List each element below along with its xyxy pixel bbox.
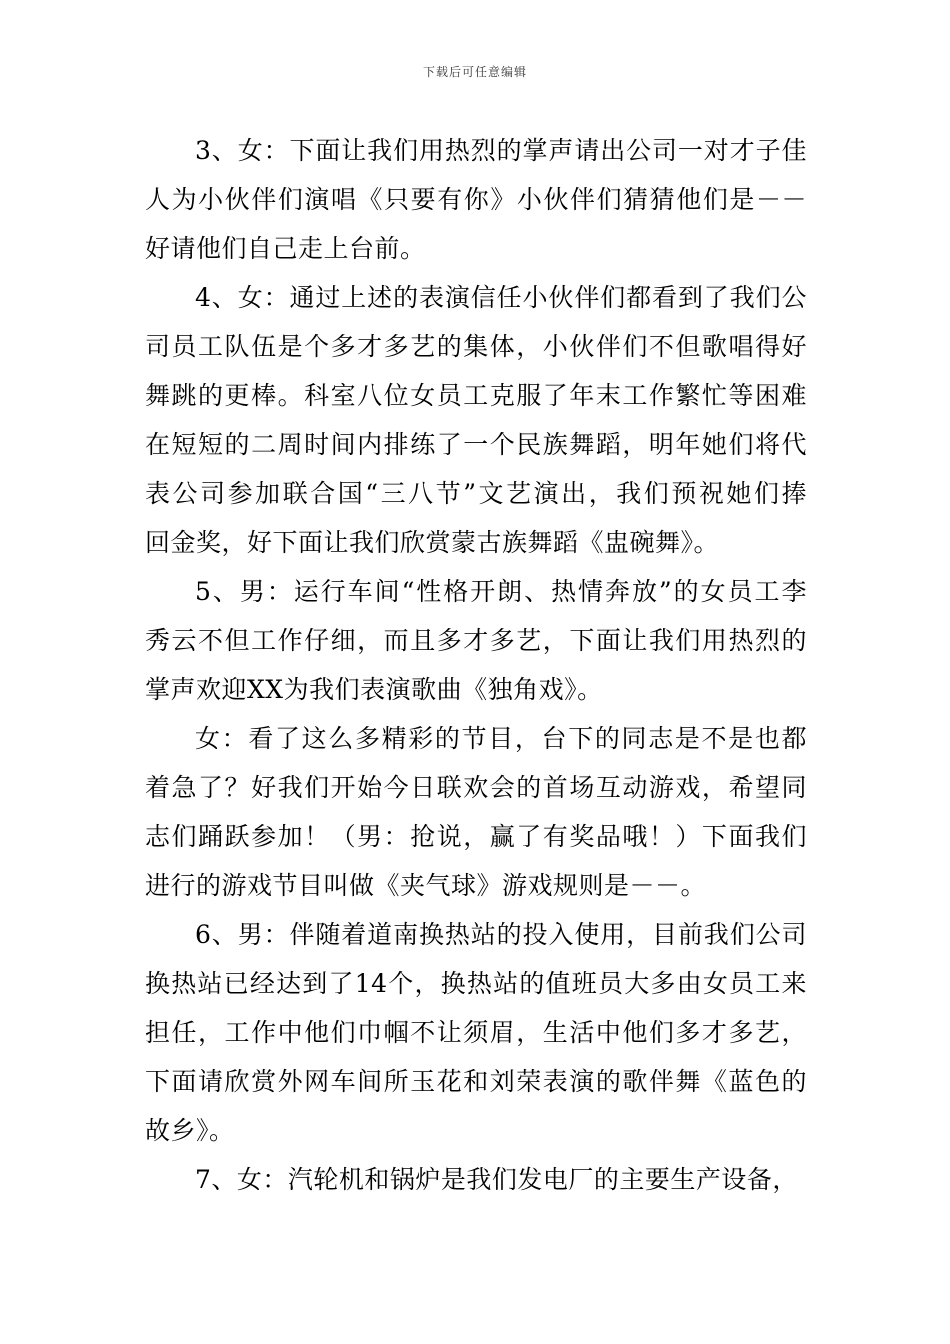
text-line: 着急了？好我们开始今日联欢会的首场互动游戏，希望同 <box>145 773 807 802</box>
text-line: 在短短的二周时间内排练了一个民族舞蹈，明年她们将代 <box>145 430 807 459</box>
text-line: 好请他们自己走上台前。 <box>145 234 426 263</box>
text-line: 7、女：汽轮机和锅炉是我们发电厂的主要生产设备， <box>195 1165 798 1194</box>
text-line: 6、男：伴随着道南换热站的投入使用，目前我们公司 <box>195 920 807 949</box>
document-body <box>145 126 807 1204</box>
text-line: 担任，工作中他们巾帼不让须眉，生活中他们多才多艺， <box>145 1018 807 1047</box>
paragraph-6 <box>145 910 807 1155</box>
text-line: 回金奖，好下面让我们欣赏蒙古族舞蹈《盅碗舞》。 <box>145 528 720 557</box>
text-line: 司员工队伍是个多才多艺的集体，小伙伴们不但歌唱得好 <box>145 332 807 361</box>
text-line: 故乡》。 <box>145 1116 235 1145</box>
text-line: 掌声欢迎XX为我们表演歌曲《独角戏》。 <box>145 675 603 704</box>
text-line: 舞跳的更棒。科室八位女员工克服了年末工作繁忙等困难 <box>145 381 807 410</box>
paragraph-7 <box>145 1155 807 1204</box>
text-line: 志们踊跃参加！（男：抢说，赢了有奖品哦！）下面我们 <box>145 822 807 851</box>
text-line: 表公司参加联合国“三八节”文艺演出，我们预祝她们捧 <box>145 479 807 508</box>
text-line: 换热站已经达到了14个，换热站的值班员大多由女员工来 <box>145 969 807 998</box>
text-line: 3、女：下面让我们用热烈的掌声请出公司一对才子佳 <box>195 136 807 165</box>
page-header-note: 下载后可任意编辑 <box>422 65 527 79</box>
text-line: 下面请欣赏外网车间所玉花和刘荣表演的歌伴舞《蓝色的 <box>145 1067 807 1096</box>
paragraph-game <box>145 714 807 910</box>
text-line: 人为小伙伴们演唱《只要有你》小伙伴们猜猜他们是－－ <box>145 185 807 214</box>
text-line: 4、女：通过上述的表演信任小伙伴们都看到了我们公 <box>195 283 807 312</box>
paragraph-4 <box>145 273 807 567</box>
text-line: 秀云不但工作仔细，而且多才多艺，下面让我们用热烈的 <box>145 626 807 655</box>
paragraph-5 <box>145 567 807 714</box>
text-line: 进行的游戏节目叫做《夹气球》游戏规则是－－。 <box>145 871 707 900</box>
text-line: 女：看了这么多精彩的节目，台下的同志是不是也都 <box>195 724 807 753</box>
text-line: 5、男：运行车间“性格开朗、热情奔放”的女员工李 <box>195 577 807 606</box>
paragraph-3 <box>145 126 807 273</box>
